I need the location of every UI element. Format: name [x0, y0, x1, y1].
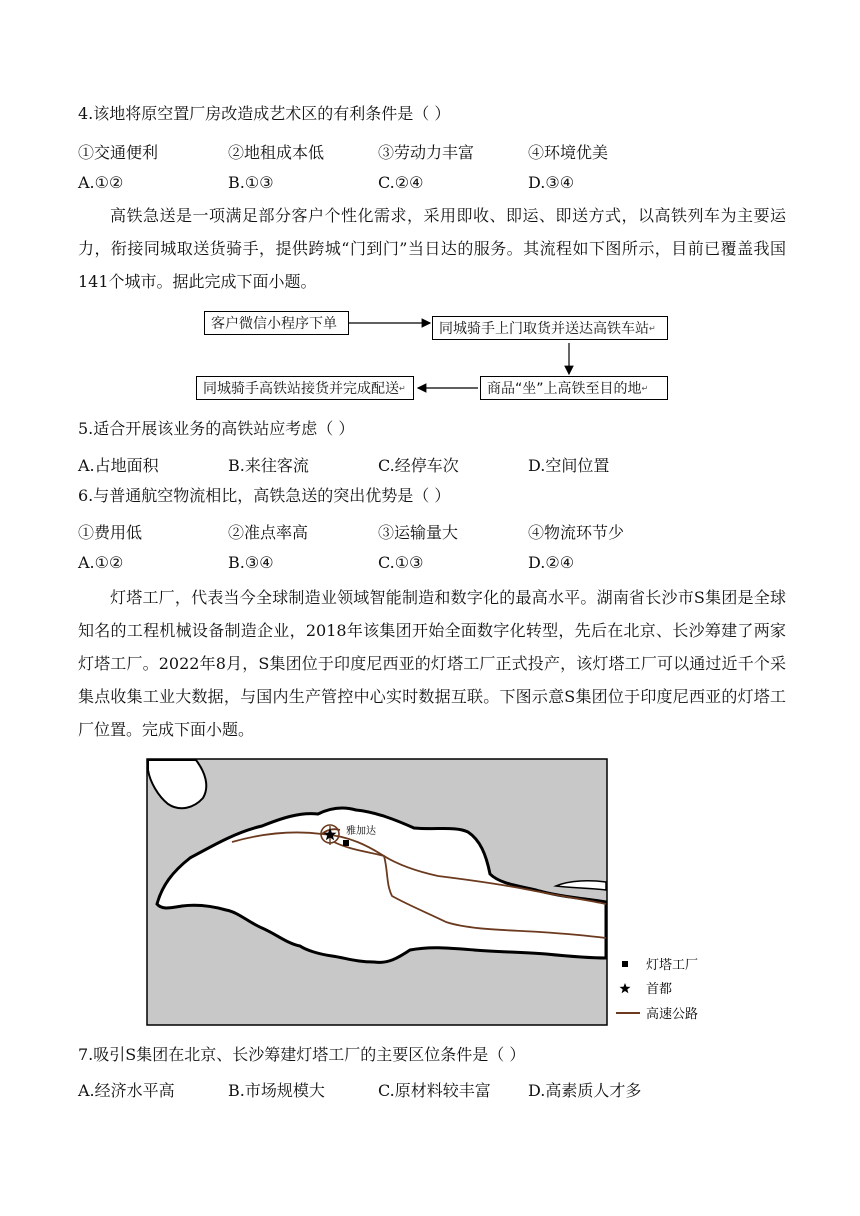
legend-capital-icon	[620, 983, 631, 993]
jakarta-label: 雅加达	[346, 826, 376, 837]
q5-choice-c: C.经停车次	[378, 456, 459, 475]
q6-item-4: ④物流环节少	[528, 523, 625, 542]
q4-item-3: ③劳动力丰富	[378, 143, 475, 162]
q6-item-2: ②准点率高	[228, 523, 309, 542]
q5-choice-a: A.占地面积	[78, 456, 159, 475]
q4-choice-b: B.①③	[228, 173, 274, 192]
q4-item-2: ②地租成本低	[228, 143, 325, 162]
return-mark: ↵	[641, 384, 649, 393]
q4-choice-a: A.①②	[78, 173, 124, 192]
q7-stem: 7.吸引S集团在北京、长沙筹建灯塔工厂的主要区位条件是（ ）	[78, 1045, 526, 1064]
return-mark: ↵	[649, 324, 656, 333]
q6-stem: 6.与普通航空物流相比，高铁急送的突出优势是（ ）	[78, 486, 451, 505]
q5-choice-d: D.空间位置	[528, 456, 610, 475]
q6-item-3: ③运输量大	[378, 523, 459, 542]
q4-choice-c: C.②④	[378, 173, 424, 192]
q7-choice-a: A.经济水平高	[78, 1081, 175, 1100]
return-mark: ↵	[399, 384, 406, 393]
passage-2-text: 灯塔工厂，代表当今全球制造业领域智能制造和数字化的最高水平。湖南省长沙市S集团是全球知名的工程机械设备制造企业，2018年该集团开始全面数字化转型，先后在北京、长沙筹建了两家灯塔工厂。2022年8月，S集团位于印度尼西亚的灯塔工厂正式投产，该灯塔工厂可以通过近千个采集点收集工业大数据，与国内生产管控中心实时数据互联。下图示意S集团位于印度尼西亚的灯塔工厂位置。完成下面小题。	[78, 588, 786, 739]
flow-step-pickup-label: 同城骑手上门取货并送达高铁车站	[439, 321, 649, 337]
factory-square-icon	[343, 840, 349, 846]
q7-choice-b: B.市场规模大	[228, 1081, 325, 1100]
legend-factory-label: 灯塔工厂	[646, 958, 699, 973]
legend-highway-label: 高速公路	[646, 1007, 699, 1022]
q6-choice-c: C.①③	[378, 553, 424, 572]
legend-factory-icon	[622, 961, 628, 967]
q7-choice-d: D.高素质人才多	[528, 1081, 642, 1100]
q5-stem: 5.适合开展该业务的高铁站应考虑（ ）	[78, 419, 355, 438]
q4-choice-d: D.③④	[528, 173, 575, 192]
q5-choice-b: B.来往客流	[228, 456, 309, 475]
flow-step-order-label: 客户微信小程序下单	[211, 316, 337, 332]
q7-choice-c: C.原材料较丰富	[378, 1081, 491, 1100]
q6-choice-b: B.③④	[228, 553, 274, 572]
q4-item-1: ①交通便利	[78, 143, 159, 162]
q4-item-4: ④环境优美	[528, 143, 609, 162]
legend-capital-label: 首都	[646, 982, 673, 997]
q6-choice-a: A.①②	[78, 553, 124, 572]
flow-step-delivery-label: 同城骑手高铁站接货并完成配送	[203, 381, 399, 397]
q6-choice-d: D.②④	[528, 553, 575, 572]
q4-stem: 4.该地将原空置厂房改造成艺术区的有利条件是（ ）	[78, 104, 451, 123]
passage-1-text: 高铁急送是一项满足部分客户个性化需求，采用即收、即运、即送方式，以高铁列车为主要运力，衔接同城取送货骑手，提供跨城“门到门”当日达的服务。其流程如下图所示，目前已覆盖我国141个城市。据此完成下面小题。	[78, 206, 786, 291]
q6-item-1: ①费用低	[78, 523, 143, 542]
flow-step-rail-label: 商品“坐”上高铁至目的地	[487, 381, 642, 397]
